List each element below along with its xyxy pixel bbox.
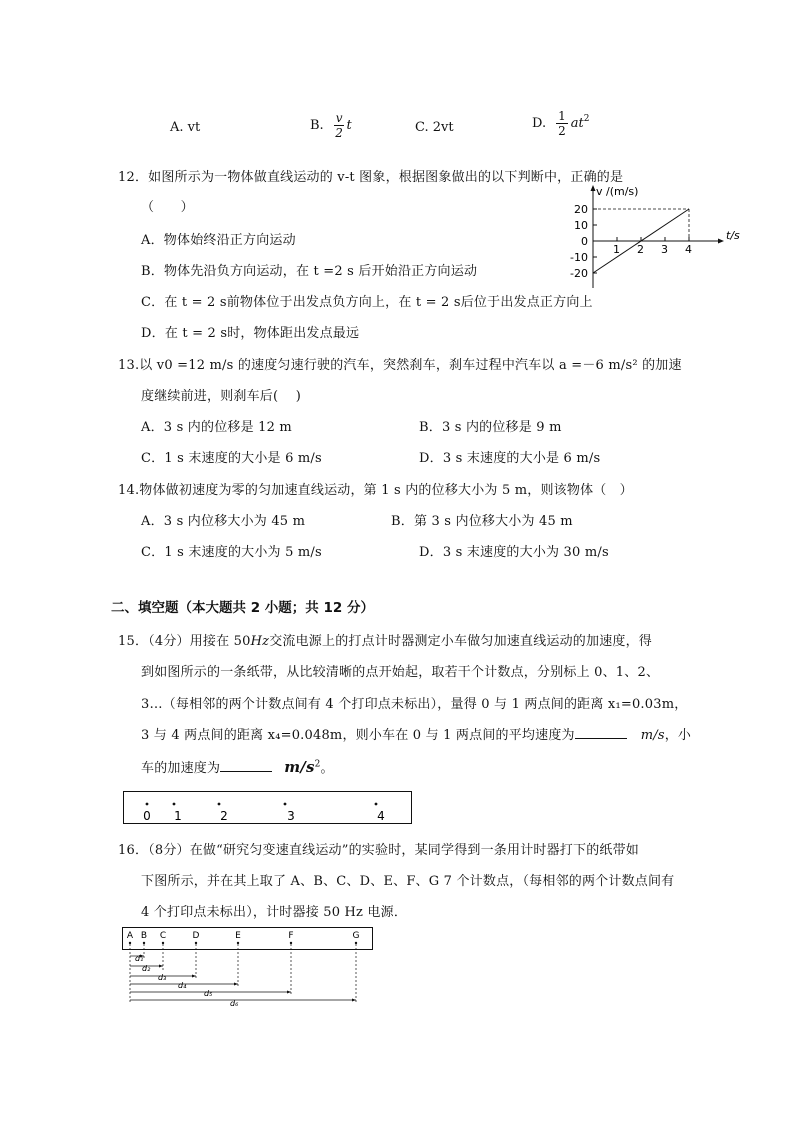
q15-line4-end: ，小	[664, 728, 692, 743]
q14-option-a: A．3 s 内位移大小为 45 m	[141, 514, 306, 529]
q16-d2: d₂	[142, 964, 151, 973]
q14-option-d: D．3 s 末速度的大小为 30 m/s	[419, 545, 609, 560]
q15-line1-b: 交流电源上的打点计时器测定小车做匀加速直线运动的加速度，得	[269, 634, 652, 649]
q16-point-F: F	[288, 931, 294, 941]
q12-option-b: B．物体先沿负方向运动，在 t =2 s 后开始沿正方向运动	[141, 264, 478, 279]
section-2-title: 二、填空题（本大题共 2 小题；共 12 分）	[111, 600, 374, 616]
tape-label-2: 2	[220, 809, 228, 823]
q11-b-numerator: v	[335, 111, 343, 125]
q15-line5-a: 车的加速度为	[141, 761, 221, 776]
q14-option-c: C．1 s 末速度的大小为 5 m/s	[141, 545, 322, 560]
q16-line1: 16．（8分）在做“研究匀变速直线运动”的实验时，某同学得到一条用计时器打下的纸带如	[118, 843, 640, 858]
vt-y-tick-0: 0	[581, 235, 588, 248]
q15-line5	[141, 757, 334, 776]
q16-paper-tape	[118, 926, 378, 1008]
q16-d4: d₄	[178, 981, 187, 990]
q14-stem: 14.物体做初速度为零的匀加速直线运动，第 1 s 内的位移大小为 5 m，则该物体（ ）	[118, 483, 633, 498]
q15-hz: Hz	[250, 634, 270, 649]
tape-label-3: 3	[287, 809, 295, 823]
vt-x-axis-label: t/s	[726, 229, 740, 242]
vt-y-tick-20: 20	[574, 203, 588, 216]
vt-y-axis-label: v /(m/s)	[596, 185, 639, 198]
q16-d5: d₅	[204, 989, 213, 998]
q16-point-G: G	[352, 931, 360, 941]
q11-d-denominator: 2	[558, 124, 566, 138]
q12-option-c: C．在 t = 2 s前物体位于出发点负方向上，在 t = 2 s后位于出发点正方向上	[141, 295, 593, 310]
q14-option-b: B．第 3 s 内位移大小为 45 m	[391, 514, 573, 529]
q12-paren: （ ）	[141, 200, 194, 215]
vt-y-tick-10: 10	[574, 219, 588, 232]
q16-d3: d₃	[158, 973, 167, 982]
q11-option-a: A. vt	[170, 120, 201, 135]
q11-option-b-prefix: B.	[310, 118, 324, 133]
q16-line3: 4 个打印点未标出），计时器接 50 Hz 电源．	[141, 905, 408, 920]
q15-line4	[141, 724, 691, 743]
q11-b-denominator: 2	[335, 126, 343, 140]
tape-label-1: 1	[174, 809, 182, 823]
vt-x-tick-1: 1	[613, 243, 620, 256]
q16-d6: d₆	[230, 999, 239, 1008]
q13-option-c: C．1 s 末速度的大小是 6 m/s	[141, 451, 322, 466]
q16-d1: d₁	[135, 954, 144, 963]
q15-line2: 到如图所示的一条纸带，从比较清晰的点开始起，取若干个计数点，分别标上 0、1、2、	[141, 665, 660, 680]
tape-label-0: 0	[143, 809, 151, 823]
q15-acceleration-exp: 2	[314, 759, 321, 770]
vt-y-tick-neg20: -20	[570, 267, 588, 280]
vt-graph	[560, 182, 760, 292]
q16-line2: 下图所示，并在其上取了 A、B、C、D、E、F、G 7 个计数点，（每相邻的两个计数点间有	[141, 874, 675, 889]
vt-x-tick-2: 2	[637, 243, 644, 256]
q15-line5-end: 。	[320, 761, 334, 776]
q15-line1	[118, 630, 652, 649]
q11-d-numerator: 1	[558, 109, 566, 123]
q13-option-b: B．3 s 内的位移是 9 m	[419, 420, 562, 435]
q15-velocity-unit: m/s	[640, 728, 665, 743]
q11-option-b	[310, 112, 352, 139]
q16-point-E: E	[235, 931, 241, 941]
q16-point-B: B	[140, 931, 148, 941]
q13-stem-line1: 13.以 v0 =12 m/s 的速度匀速行驶的汽车，突然刹车，刹车过程中汽车以 a =－6 m/s² 的加速	[118, 358, 682, 373]
q11-d-exponent: 2	[583, 114, 590, 124]
vt-x-tick-3: 3	[661, 243, 668, 256]
q16-point-D: D	[192, 931, 200, 941]
vt-y-tick-neg10: -10	[570, 251, 588, 264]
q15-line4-a: 3 与 4 两点间的距离 x₄=0.048m，则小车在 0 与 1 两点间的平均速度为	[141, 728, 575, 743]
q13-stem-line2: 度继续前进，则刹车后( )	[141, 389, 302, 404]
q15-acceleration-unit: m/s	[284, 758, 315, 776]
q15-blank-velocity	[575, 726, 627, 739]
q11-b-var: t	[346, 118, 352, 133]
vt-x-tick-4: 4	[685, 243, 692, 256]
q13-option-a: A．3 s 内的位移是 12 m	[141, 420, 292, 435]
q12-stem: 12．如图所示为一物体做直线运动的 v-t 图象，根据图象做出的以下判断中，正确的是	[118, 170, 624, 185]
q16-point-C: C	[159, 931, 167, 941]
q12-option-a: A．物体始终沿正方向运动	[141, 233, 296, 248]
q15-blank-acceleration	[220, 759, 272, 772]
q15-line1-a: 15．（4分）用接在 50	[118, 634, 251, 649]
tape-label-4: 4	[377, 809, 385, 823]
q11-option-d-prefix: D.	[532, 116, 547, 131]
q11-d-expr: at	[570, 116, 584, 131]
q11-option-d	[532, 110, 589, 137]
q12-option-d: D．在 t = 2 s时，物体距出发点最远	[141, 326, 360, 341]
q11-option-c: C. 2vt	[415, 120, 454, 135]
q13-option-d: D．3 s 末速度的大小是 6 m/s	[419, 451, 601, 466]
q16-point-A: A	[126, 931, 134, 941]
q15-paper-tape	[123, 791, 413, 825]
q15-line3: 3…（每相邻的两个计数点间有 4 个打印点未标出），量得 0 与 1 两点间的距离 x₁=0.03m，	[141, 697, 688, 712]
